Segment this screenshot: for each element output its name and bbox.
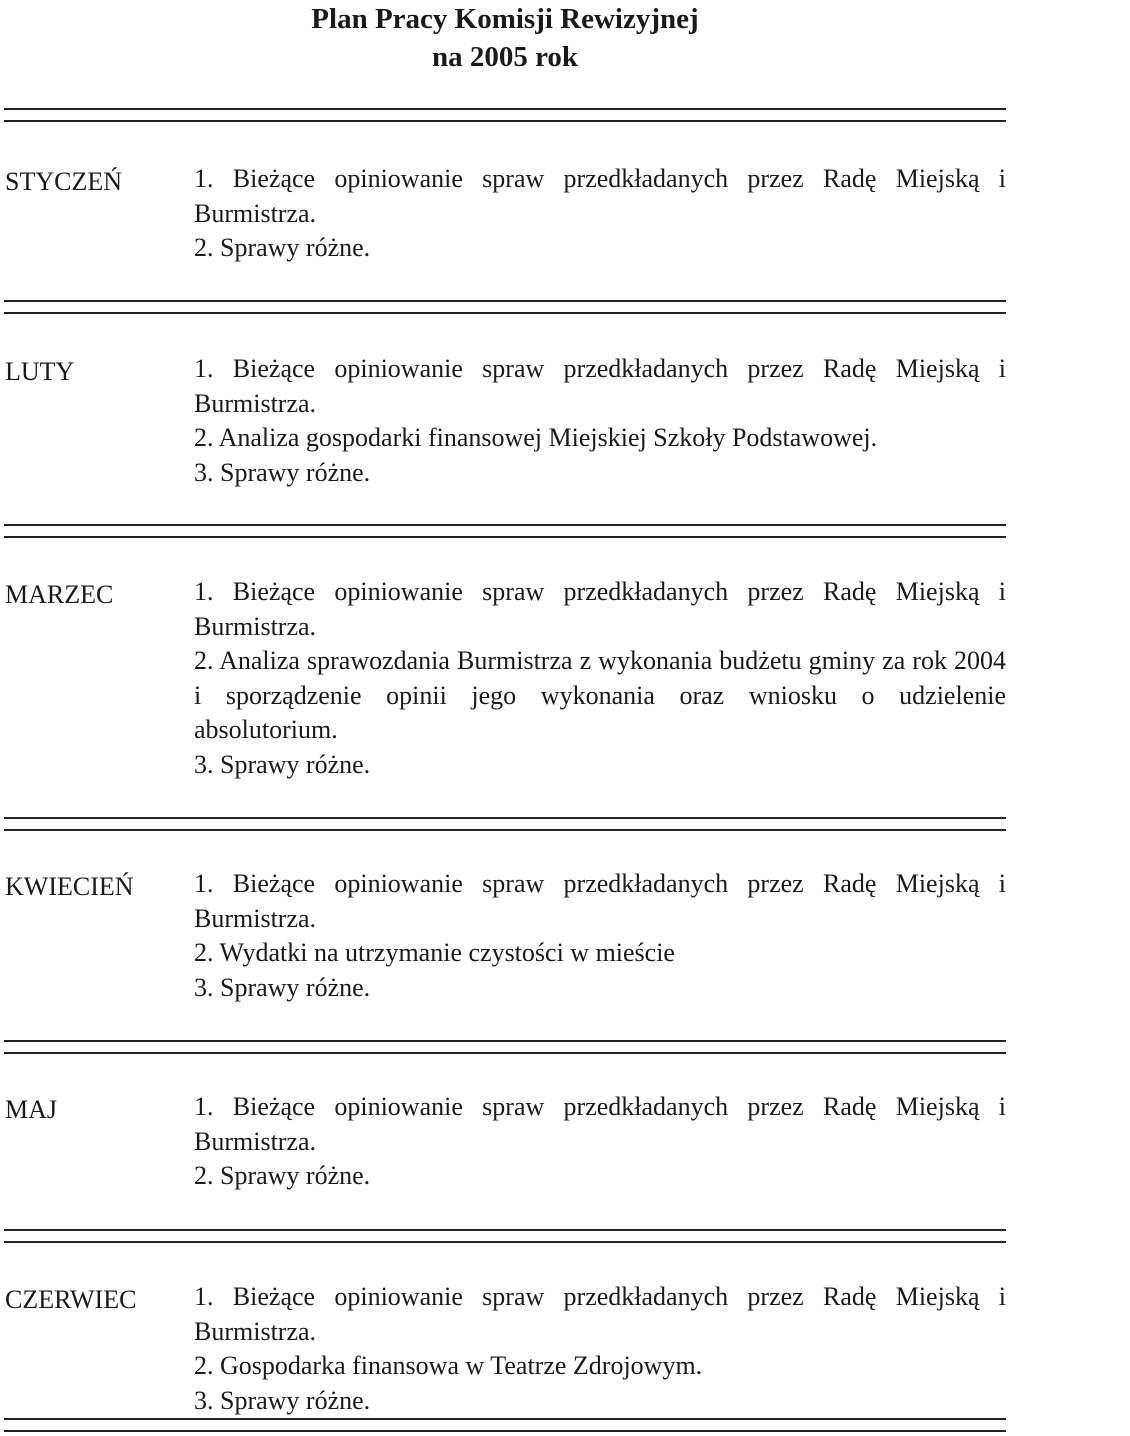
agenda-list [194,867,1006,1005]
agenda-item: 2. Sprawy różne. [194,233,371,262]
title-line-2: na 2005 rok [431,41,579,73]
double-rule-divider [4,1418,1006,1432]
agenda-list [194,1090,1006,1194]
title-line-1: Plan Pracy Komisji Rewizyjnej [311,3,699,35]
agenda-item: 2. Gospodarka finansowa w Teatrze Zdrojowym. [194,1351,703,1380]
month-label: STYCZEŃ [5,167,122,196]
double-rule-divider [4,300,1006,314]
agenda-list [194,575,1006,782]
month-label: MARZEC [5,580,114,609]
agenda-item: 1. Bieżące opiniowanie spraw przedkładanych przez Radę Miejską i Burmistrza. [194,577,1006,641]
double-rule-divider [4,108,1006,122]
agenda-item: 2. Wydatki na utrzymanie czystości w mieście [194,938,675,967]
agenda-item: 3. Sprawy różne. [194,457,371,487]
agenda-item: 3. Sprawy różne. [194,749,371,779]
agenda-item: 3. Sprawy różne. [194,1385,371,1415]
agenda-item: 2. Sprawy różne. [194,1161,371,1190]
agenda-item: 1. Bieżące opiniowanie spraw przedkładanych przez Radę Miejską i Burmistrza. [194,354,1006,418]
double-rule-divider [4,1040,1006,1054]
agenda-list [194,162,1006,266]
agenda-item: 1. Bieżące opiniowanie spraw przedkładanych przez Radę Miejską i Burmistrza. [194,869,1006,933]
agenda-item: 1. Bieżące opiniowanie spraw przedkładanych przez Radę Miejską i Burmistrza. [194,1282,1006,1346]
document-title [0,0,1010,76]
month-label: CZERWIEC [5,1285,137,1314]
agenda-list [194,352,1006,490]
double-rule-divider [4,524,1006,538]
agenda-item: 1. Bieżące opiniowanie spraw przedkładanych przez Radę Miejską i Burmistrza. [194,164,1006,228]
month-label: MAJ [5,1095,58,1124]
month-label: KWIECIEŃ [5,872,134,901]
agenda-item: 2. Analiza sprawozdania Burmistrza z wykonania budżetu gminy za rok 2004 i sporządzenie opinii jego wykonania oraz wniosku o udzielenie absolutorium. [194,646,1006,744]
month-label: LUTY [5,357,75,386]
agenda-item: 2. Analiza gospodarki finansowej Miejskiej Szkoły Podstawowej. [194,423,878,452]
agenda-list [194,1280,1006,1418]
agenda-item: 3. Sprawy różne. [194,972,371,1002]
agenda-item: 1. Bieżące opiniowanie spraw przedkładanych przez Radę Miejską i Burmistrza. [194,1092,1006,1156]
double-rule-divider [4,817,1006,831]
double-rule-divider [4,1229,1006,1243]
